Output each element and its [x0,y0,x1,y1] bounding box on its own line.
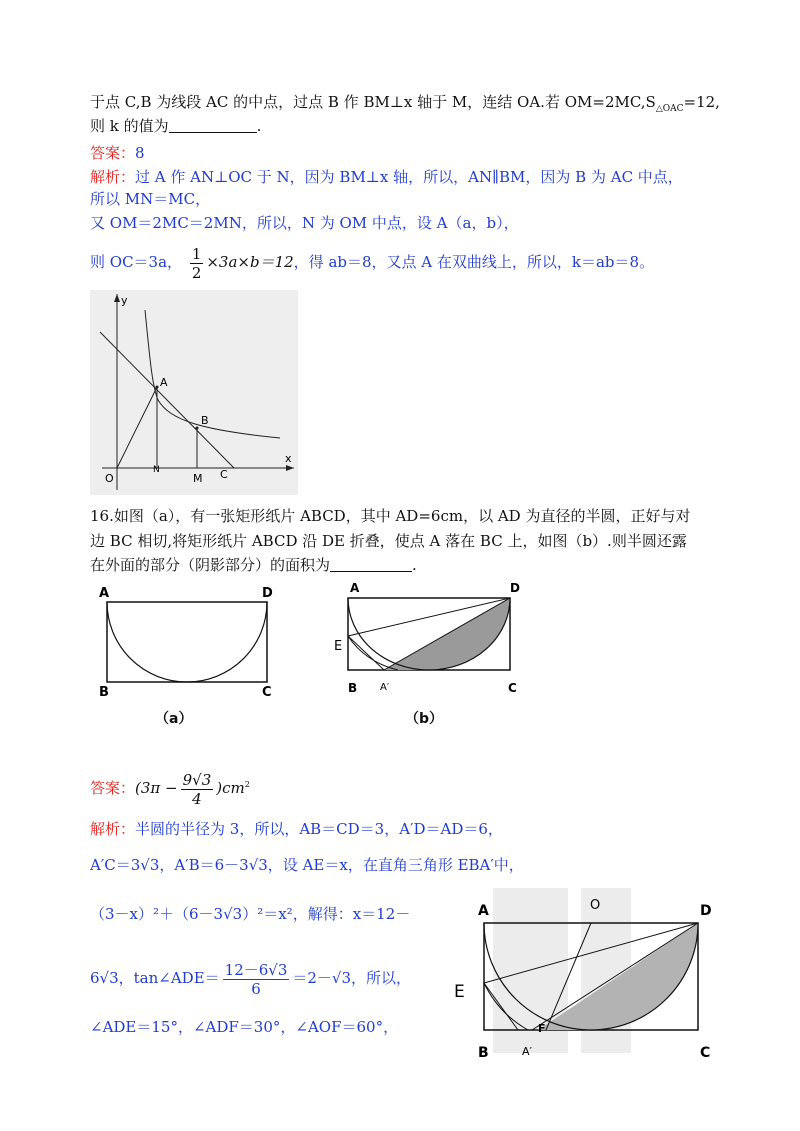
svg-text:A′: A′ [522,1045,533,1058]
q16-line1: 16.如图（a），有一张矩形纸片 ABCD，其中 AD=6cm，以 AD 为直径的半圆，正好与对 [90,507,691,525]
q16-analysis-1: 解析：半圆的半径为 3，所以，AB＝CD＝3，A′D＝AD＝6， [90,820,503,838]
svg-text:C: C [508,681,517,695]
svg-text:A′: A′ [380,682,390,693]
point-n-label: N [153,465,160,475]
q16-line2: 边 BC 相切,将矩形纸片 ABCD 沿 DE 折叠，使点 A 落在 BC 上，如图（b）.则半圆还露 [90,532,687,550]
svg-text:D: D [700,903,712,919]
point-a-label: A [160,376,168,389]
svg-text:B: B [348,681,358,695]
q16-analysis-5: ∠ADE＝15°，∠ADF＝30°，∠AOF＝60°， [90,1018,399,1036]
q16-answer: 答案：(3π − $\frac{9√3}{4}$ )$cm^2$ [90,770,250,808]
answer-blank [330,557,412,572]
q15-line1: 于点 C,B 为线段 AC 的中点，过点 B 作 BM⊥x 轴于 M，连结 OA.若 $OM=2MC,S_{\triangle OAC}=12$, [90,93,720,114]
svg-text:E: E [454,982,465,1002]
svg-text:C: C [700,1045,711,1061]
q15-line2: 则 k 的值为 . [90,117,262,135]
svg-text:C: C [262,685,272,700]
svg-text:B: B [99,685,109,700]
figure-a [95,582,280,702]
q16-line3: 在外面的部分（阴影部分）的面积为 . [90,556,417,574]
q15-answer: 答案：8 [90,144,145,162]
q16-analysis-3: （3－x）²＋（6－3√3）²＝x²，解得：x＝12－ [90,905,411,923]
q16-analysis-2: A′C＝3√3，A′B＝6－3√3，设 AE＝x，在直角三角形 EBA′中， [90,856,524,874]
svg-text:A: A [478,903,489,919]
hyperbola-graph [90,290,298,495]
figure-b [328,574,528,704]
q15-line1-sub: △OAC [655,104,684,114]
figure-a-caption: （a） [155,711,193,727]
svg-text:A: A [350,581,360,595]
answer-blank [169,118,257,133]
point-m-label: M [193,472,203,485]
point-b-label: B [201,414,209,427]
solution-figure [448,885,728,1065]
q15-analysis-3: 又 OM＝2MC＝2MN，所以，N 为 OM 中点，设 A（a，b）， [90,214,519,232]
q15-analysis-1: 解析：过 A 作 AN⊥OC 于 N，因为 BM⊥x 轴，所以，AN∥BM，因为 B 为 AC 中点， [90,168,683,186]
point-c-label: C [220,468,228,481]
q15-analysis-4: 则 OC＝3a， $\frac{1}{2}$ ×3a×b＝12，得 ab＝8，又点 A 在双曲线上，所以，k＝ab＝8。 [90,244,655,282]
x-axis-label: x [285,452,292,465]
svg-text:B: B [478,1045,489,1061]
y-axis-label: y [121,294,128,307]
svg-text:O: O [590,898,601,913]
svg-text:D: D [262,586,273,601]
q16-analysis-4: 6√3，tan∠ADE＝ $\frac{12-6√3}{6}$ ＝2－√3，所以， [90,960,412,998]
svg-text:F: F [538,1022,546,1035]
svg-text:E: E [334,639,343,654]
figure-b-caption: （b） [405,711,444,727]
svg-text:D: D [510,581,520,595]
q15-analysis-2: 所以 MN＝MC， [90,190,211,208]
svg-text:A: A [99,586,110,601]
point-o-label: O [105,472,114,485]
